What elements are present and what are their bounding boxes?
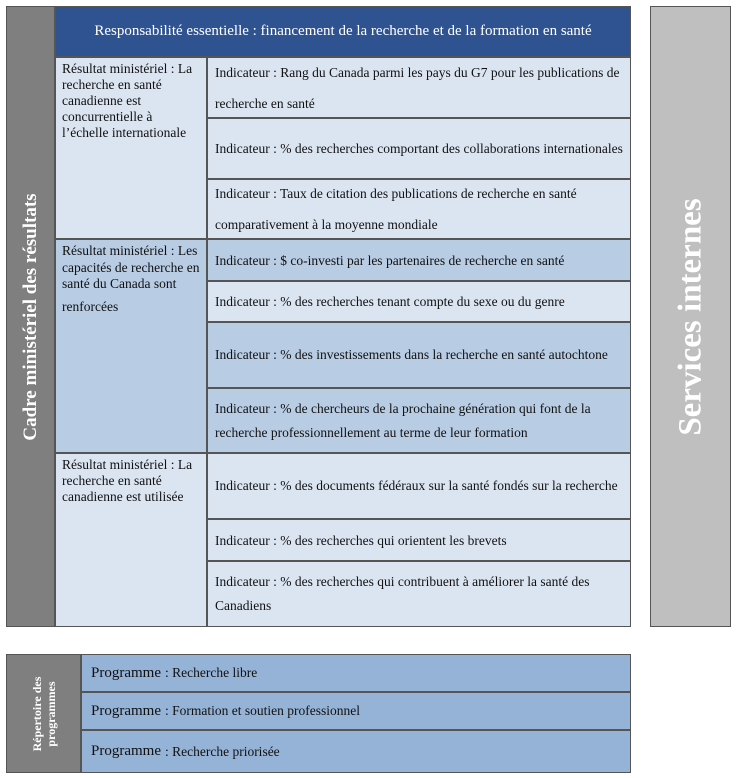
program-name: : Recherche libre <box>164 665 258 680</box>
indicator-text: Indicateur : % des investissements dans la recherche en santé autochtone <box>215 347 608 362</box>
indicator-cell <box>207 322 631 388</box>
indicator-cell <box>207 239 631 281</box>
indicator-text: Indicateur : % de chercheurs de la prochaine génération qui font de la recherche professionnellement au terme de leur formation <box>215 400 591 440</box>
indicator-text: Indicateur : % des recherches comportant des collaborations internationales <box>215 141 623 156</box>
program-row <box>81 654 631 692</box>
program-name: : Recherche priorisée <box>164 743 280 759</box>
program-row <box>81 730 631 773</box>
result-label: Résultat ministériel : Les capacités de recherche en santé du Canada sont <box>62 243 200 291</box>
program-name: : Formation et soutien professionnel <box>164 703 360 718</box>
indicator-text: Indicateur : $ co-investi par les partenaires de recherche en santé <box>215 252 565 268</box>
result-label: Résultat ministériel : La recherche en santé canadienne est concurrentielle à l’échelle internationale <box>62 61 193 140</box>
indicator-text: Indicateur : % des recherches tenant compte du sexe ou du genre <box>215 294 565 309</box>
departmental-result-2 <box>55 239 207 453</box>
result-label-end: renforcées <box>62 298 119 314</box>
indicator-text: Indicateur : % des recherches qui orientent les brevets <box>215 532 507 548</box>
indicator-text: Indicateur : Taux de citation des publications de recherche en santé comparativement à la moyenne mondiale <box>215 186 577 232</box>
program-inventory-bar <box>6 654 81 773</box>
indicator-cell <box>207 519 631 561</box>
program-label: Programme <box>91 702 161 719</box>
indicator-cell <box>207 561 631 627</box>
result-label: Résultat ministériel : La recherche en santé canadienne est utilisée <box>62 457 193 504</box>
framework-side-bar <box>6 6 55 627</box>
indicator-cell <box>207 388 631 453</box>
departmental-result-3 <box>55 453 207 627</box>
indicator-cell <box>207 281 631 322</box>
program-inventory-label: Répertoire des programmes <box>29 676 58 751</box>
core-responsibility-header: Responsabilité essentielle : financement de la recherche et de la formation en santé <box>55 6 631 57</box>
indicator-text: Indicateur : % des documents fédéraux sur la santé fondés sur la recherche <box>215 478 618 493</box>
departmental-result-1 <box>55 57 207 239</box>
program-label: Programme <box>91 664 161 681</box>
internal-services-label: Services internes <box>672 197 708 436</box>
framework-side-label: Cadre ministériel des résultats <box>19 192 41 441</box>
program-label: Programme <box>91 743 161 759</box>
indicator-cell <box>207 179 631 239</box>
indicator-cell <box>207 453 631 519</box>
internal-services-bar <box>650 6 731 627</box>
indicator-cell <box>207 57 631 118</box>
program-row <box>81 692 631 730</box>
indicator-cell <box>207 118 631 179</box>
indicator-text: Indicateur : % des recherches qui contribuent à améliorer la santé des Canadiens <box>215 574 590 613</box>
indicator-text: Indicateur : Rang du Canada parmi les pays du G7 pour les publications de recherche en santé <box>215 64 620 111</box>
